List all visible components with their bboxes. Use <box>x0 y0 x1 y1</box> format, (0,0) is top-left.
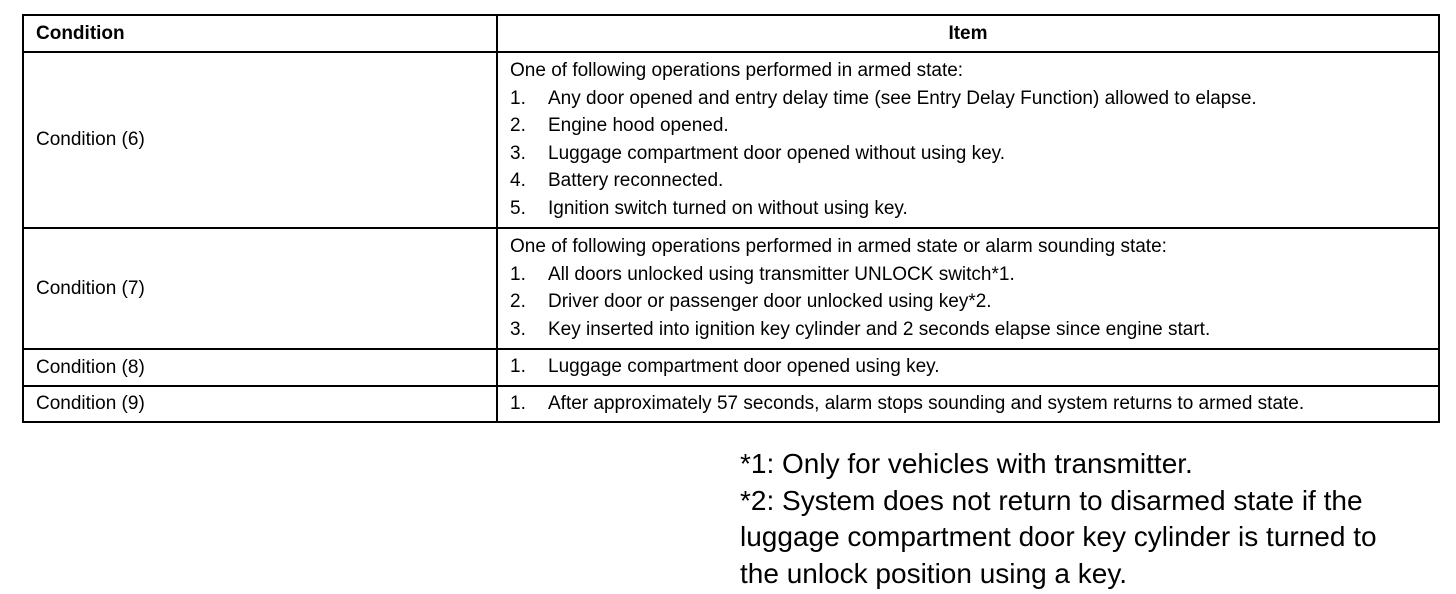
condition-cell: Condition (8) <box>23 349 497 386</box>
step-number: 4. <box>510 170 526 191</box>
footnote-2-line-3: the unlock position using a key. <box>740 557 1128 589</box>
step-text: Driver door or passenger door unlocked using key*2. <box>548 291 992 312</box>
step-text: Luggage compartment door opened using key. <box>548 356 940 377</box>
table-row <box>23 52 1439 228</box>
item-cell <box>497 228 1439 349</box>
step-list <box>510 390 1426 418</box>
condition-table <box>22 14 1440 423</box>
step-number: 2. <box>510 291 526 312</box>
step-text: Key inserted into ignition key cylinder and 2 seconds elapse since engine start. <box>548 318 1211 340</box>
list-item <box>510 353 1426 381</box>
item-intro: One of following operations performed in armed state: <box>510 60 964 81</box>
header-condition: Condition <box>23 15 497 52</box>
footnotes <box>740 446 1440 592</box>
condition-cell: Condition (7) <box>23 228 497 349</box>
step-number: 5. <box>510 197 526 219</box>
item-cell <box>497 349 1439 386</box>
footnote-1: *1: Only for vehicles with transmitter. <box>740 448 1193 479</box>
step-text: Ignition switch turned on without using key. <box>548 197 908 219</box>
item-cell <box>497 52 1439 228</box>
step-text: Any door opened and entry delay time (see Entry Delay Function) allowed to elapse. <box>548 87 1257 109</box>
list-item <box>510 390 1426 418</box>
footnote-2-line-1: *2: System does not return to disarmed state if the <box>740 484 1363 516</box>
condition-cell: Condition (9) <box>23 386 497 423</box>
table-row <box>23 386 1439 423</box>
step-list <box>510 85 1426 223</box>
step-number: 2. <box>510 115 526 136</box>
step-number: 3. <box>510 318 526 340</box>
item-cell <box>497 386 1439 423</box>
list-item <box>510 167 1426 195</box>
step-number: 3. <box>510 142 526 164</box>
step-list <box>510 261 1426 344</box>
footnote-2-line-2: luggage compartment door key cylinder is turned to <box>740 521 1377 552</box>
table-header-row <box>23 15 1439 52</box>
list-item <box>510 195 1426 223</box>
list-item <box>510 316 1426 344</box>
step-text: Luggage compartment door opened without using key. <box>548 142 1006 164</box>
table-row <box>23 349 1439 386</box>
header-item: Item <box>497 15 1439 52</box>
step-number: 1. <box>510 392 526 414</box>
list-item <box>510 85 1426 113</box>
step-text: After approximately 57 seconds, alarm stops sounding and system returns to armed state. <box>548 392 1305 414</box>
list-item <box>510 140 1426 168</box>
list-item <box>510 112 1426 140</box>
list-item <box>510 288 1426 316</box>
step-text: All doors unlocked using transmitter UNLOCK switch*1. <box>548 263 1015 285</box>
step-number: 1. <box>510 87 526 109</box>
step-text: Battery reconnected. <box>548 170 724 191</box>
item-intro: One of following operations performed in armed state or alarm sounding state: <box>510 236 1167 257</box>
step-number: 1. <box>510 356 526 377</box>
step-number: 1. <box>510 263 526 285</box>
step-list <box>510 353 1426 381</box>
condition-cell: Condition (6) <box>23 52 497 228</box>
table-row <box>23 228 1439 349</box>
step-text: Engine hood opened. <box>548 115 729 136</box>
list-item <box>510 261 1426 289</box>
